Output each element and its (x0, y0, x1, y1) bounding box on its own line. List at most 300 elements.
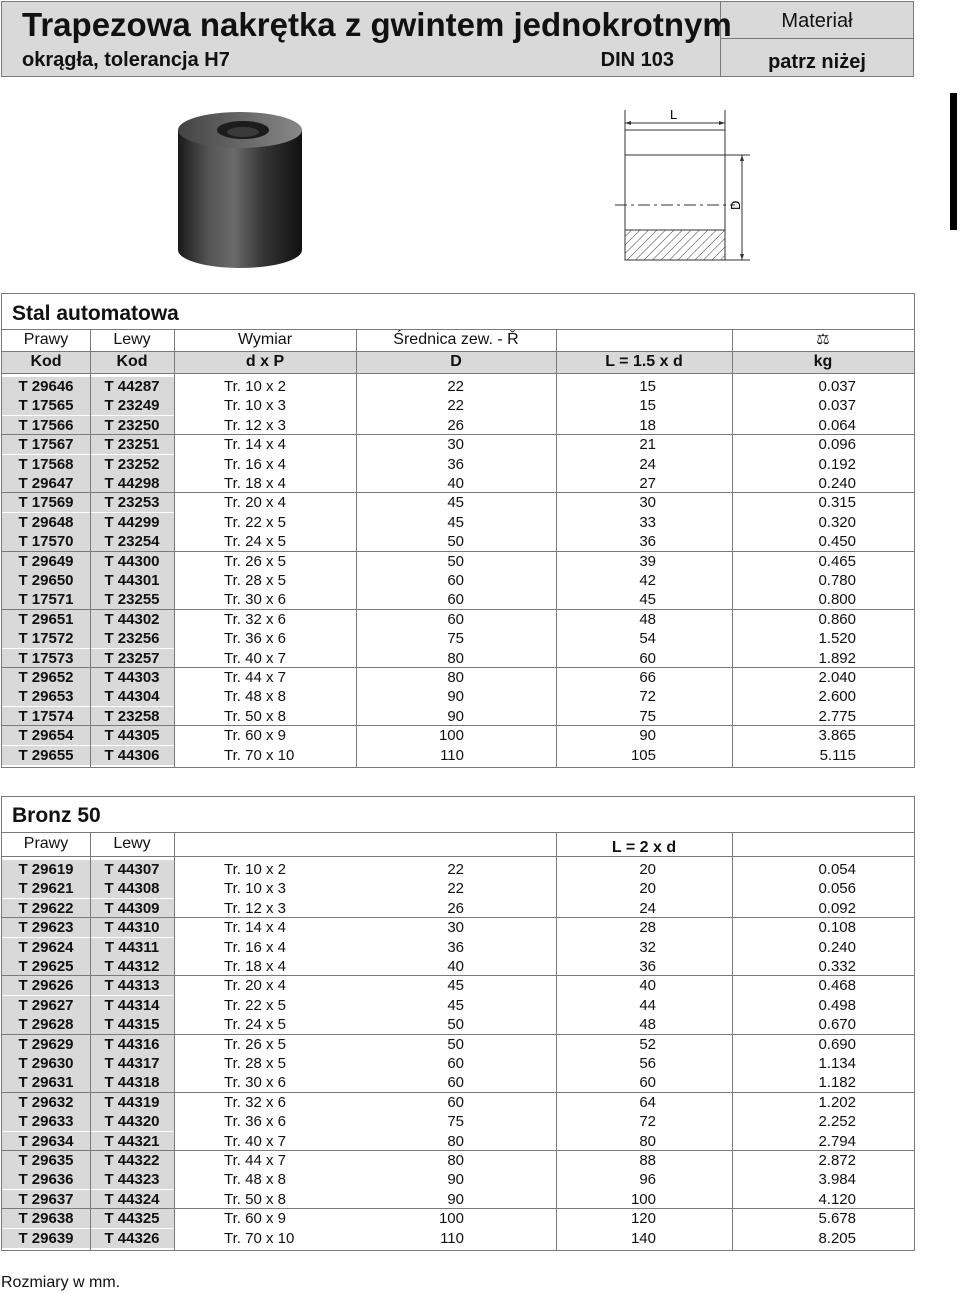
cell-outer-diameter: 40 (447, 958, 464, 975)
cell-dimension: Tr. 60 x 9 (224, 727, 286, 745)
cell-weight: 0.064 (818, 416, 856, 434)
cell-right-code: T 29631 (2, 1073, 90, 1092)
cell-dimension: Tr. 14 x 4 (224, 919, 286, 937)
cell-right-code: T 29622 (2, 899, 90, 918)
cell-outer-diameter: 100 (438, 1210, 464, 1228)
cell-right-code: T 29652 (2, 668, 90, 687)
cell-weight: 0.465 (818, 552, 856, 570)
dim-label-L: L (670, 107, 678, 122)
footer-note: Rozmiary w mm. (1, 1274, 121, 1291)
cell-weight: 0.450 (818, 533, 856, 551)
table-header-row (2, 832, 914, 856)
material-label: Materiał (721, 2, 913, 39)
cell-weight: 0.670 (818, 1016, 856, 1034)
cell-dimension: Tr. 48 x 8 (224, 688, 286, 706)
cell-left-code: T 44309 (90, 899, 174, 918)
cell-weight: 0.037 (818, 378, 856, 395)
cell-length: 24 (639, 455, 656, 473)
cell-outer-diameter: 90 (447, 688, 464, 706)
table-header-row (2, 329, 914, 351)
cell-outer-diameter: 40 (447, 475, 464, 492)
cell-weight: 5.115 (819, 746, 856, 764)
cell-left-code: T 44320 (90, 1112, 174, 1131)
cell-right-code: T 29655 (2, 746, 90, 765)
page-title: Trapezowa nakrętka z gwintem jednokrotnym (22, 6, 732, 43)
technical-drawing (600, 100, 760, 270)
cell-outer-diameter: 50 (447, 533, 464, 551)
cell-left-code: T 44310 (90, 918, 174, 937)
table-row (2, 649, 914, 668)
cell-left-code: T 23249 (90, 396, 174, 415)
cell-left-code: T 23250 (90, 416, 174, 435)
header-title-area (2, 2, 732, 76)
table-row (2, 996, 914, 1015)
column-rule (556, 832, 557, 1250)
cell-length: 66 (639, 669, 656, 686)
table-row (2, 1209, 914, 1228)
length-header: L = 2 x d (611, 839, 677, 856)
page-subtitle: okrągła, tolerancja H7 (22, 49, 230, 71)
cell-dimension: Tr. 22 x 5 (224, 513, 286, 531)
cell-outer-diameter: 60 (447, 1093, 464, 1111)
cell-dimension: Tr. 26 x 5 (224, 1035, 286, 1053)
cell-outer-diameter: 36 (447, 455, 464, 473)
cell-length: 105 (630, 746, 656, 764)
cell-length: 27 (639, 475, 656, 492)
cell-dimension: Tr. 12 x 3 (224, 899, 286, 917)
cell-outer-diameter: 50 (447, 552, 464, 570)
cell-left-code: T 44303 (90, 668, 174, 687)
table-rule (2, 856, 914, 857)
section-marker (950, 93, 957, 230)
table-row (2, 1112, 914, 1131)
cell-outer-diameter: 30 (447, 436, 464, 454)
column-rule (732, 329, 733, 767)
cell-left-code: Lewy (113, 835, 151, 852)
cell-left-code: T 44313 (90, 976, 174, 995)
cell-left-code: T 23256 (90, 629, 174, 648)
cell-length: 40 (639, 977, 656, 995)
cell-right-code: T 29648 (2, 513, 90, 532)
cell-weight: 0.108 (818, 919, 856, 937)
cell-weight: 1.134 (818, 1055, 856, 1072)
cell-left-code: T 44287 (90, 377, 174, 396)
cell-outer-diameter: 30 (447, 919, 464, 937)
table-row (2, 455, 914, 474)
cell-dimension: Tr. 32 x 6 (224, 610, 286, 628)
cell-length: 24 (639, 899, 656, 917)
cell-left-code: T 44323 (90, 1170, 174, 1189)
cell-length: 88 (639, 1152, 656, 1169)
cell-right-code: T 29653 (2, 687, 90, 706)
cell-dimension: Tr. 32 x 6 (224, 1093, 286, 1111)
cell-outer-diameter: 45 (447, 977, 464, 995)
cell-left-code: T 44304 (90, 687, 174, 706)
cell-length: 36 (639, 958, 656, 975)
cell-length: 64 (639, 1093, 656, 1111)
cell-length: 18 (639, 416, 656, 434)
cell-right-code: T 29636 (2, 1170, 90, 1189)
cell-dimension: Tr. 26 x 5 (224, 552, 286, 570)
cell-outer-diameter: 26 (447, 416, 464, 434)
table-row (2, 1093, 914, 1112)
cell-outer-diameter: 75 (447, 1113, 464, 1131)
cell-right-code: T 17572 (2, 629, 90, 648)
cell-weight: 2.775 (818, 707, 856, 725)
table-row (2, 1015, 914, 1034)
cell-left-code: T 44302 (90, 610, 174, 629)
column-rule (90, 329, 91, 767)
cell-left-code: T 44306 (90, 746, 174, 765)
cell-right-code: T 29637 (2, 1190, 90, 1209)
cell-dimension: Tr. 70 x 10 (224, 746, 295, 764)
table-row (2, 879, 914, 898)
cell-dimension: Tr. 50 x 8 (224, 1190, 286, 1208)
table-row (2, 668, 914, 687)
cell-left-code: T 44312 (90, 957, 174, 976)
table-row (2, 707, 914, 726)
cell-dimension: d x P (245, 353, 285, 370)
bronze-table-title: Bronz 50 (12, 804, 101, 827)
cell-dimension: Tr. 40 x 7 (224, 649, 286, 667)
cell-weight: 0.240 (818, 938, 856, 956)
cell-right-code: T 17567 (2, 435, 90, 454)
cell-outer-diameter: 22 (447, 397, 464, 415)
cell-outer-diameter: 80 (447, 669, 464, 686)
cell-right-code: T 17565 (2, 396, 90, 415)
table-row (2, 552, 914, 571)
scale-icon: ⚖ (816, 331, 830, 348)
bronze-table (1, 796, 915, 1251)
cell-weight: 2.040 (818, 669, 856, 686)
cell-weight: 0.468 (818, 977, 856, 995)
cell-outer-diameter: 60 (447, 591, 464, 609)
table-row (2, 474, 914, 493)
cell-length: 52 (639, 1035, 656, 1053)
cell-length: 48 (639, 610, 656, 628)
cell-dimension: Tr. 44 x 7 (224, 669, 286, 686)
cell-weight: 0.498 (818, 996, 856, 1014)
table-rule (2, 351, 914, 352)
cell-weight: 0.320 (818, 513, 856, 531)
cell-left-code: T 23252 (90, 455, 174, 474)
cell-right-code: T 29624 (2, 938, 90, 957)
cell-weight: 5.678 (818, 1210, 856, 1228)
cell-length: 96 (639, 1171, 656, 1189)
cell-length: 72 (639, 1113, 656, 1131)
cell-weight: 1.892 (818, 649, 856, 667)
table-rule (2, 832, 914, 833)
table-row (2, 957, 914, 976)
cell-weight: 1.182 (818, 1074, 856, 1092)
cell-outer-diameter: 100 (438, 727, 464, 745)
standard-label: DIN 103 (600, 49, 674, 71)
cell-dimension: Tr. 36 x 6 (224, 630, 286, 648)
table-row (2, 590, 914, 609)
table-row (2, 976, 914, 995)
cell-length: 20 (639, 861, 656, 878)
table-row (2, 746, 914, 765)
cell-length: 15 (639, 397, 656, 415)
cell-right-code: T 29639 (2, 1229, 90, 1248)
cell-weight: 1.202 (818, 1093, 856, 1111)
cell-dimension: Tr. 50 x 8 (224, 707, 286, 725)
cell-left-code: T 44325 (90, 1209, 174, 1228)
cell-dimension: Tr. 36 x 6 (224, 1113, 286, 1131)
cell-weight: 0.096 (818, 436, 856, 454)
cell-left-code: T 44324 (90, 1190, 174, 1209)
steel-table (1, 293, 915, 768)
cell-left-code: T 23255 (90, 590, 174, 609)
table-row (2, 571, 914, 590)
cell-weight: 0.315 (818, 494, 856, 512)
cell-left-code: T 44308 (90, 879, 174, 898)
cell-dimension: Tr. 28 x 5 (224, 572, 286, 589)
cell-outer-diameter: 80 (447, 1152, 464, 1169)
cell-outer-diameter: 22 (447, 880, 464, 898)
cell-right-code: Prawy (23, 331, 69, 348)
table-row (2, 377, 914, 396)
cell-length: 90 (639, 727, 656, 745)
cell-left-code: T 44321 (90, 1132, 174, 1151)
cell-right-code: T 29654 (2, 726, 90, 745)
table-row (2, 687, 914, 706)
cell-length: 20 (639, 880, 656, 898)
cell-length: 100 (630, 1190, 656, 1208)
cell-weight: 2.872 (818, 1152, 856, 1169)
table-row (2, 860, 914, 879)
cell-right-code: Kod (30, 353, 62, 370)
cell-length: 39 (639, 552, 656, 570)
cell-dimension: Wymiar (237, 331, 293, 348)
table-rule (2, 329, 914, 330)
table-row (2, 918, 914, 937)
cell-outer-diameter: 60 (447, 1074, 464, 1092)
cell-weight: 0.037 (818, 397, 856, 415)
cell-length: 72 (639, 688, 656, 706)
cell-right-code: T 17571 (2, 590, 90, 609)
cell-right-code: T 29634 (2, 1132, 90, 1151)
cell-weight: 0.056 (818, 880, 856, 898)
cell-dimension: Tr. 16 x 4 (224, 455, 286, 473)
cell-length: 42 (639, 572, 656, 589)
steel-table-title: Stal automatowa (12, 302, 179, 325)
cell-dimension: Tr. 16 x 4 (224, 938, 286, 956)
cell-length: L = 1.5 x d (605, 353, 683, 370)
cell-left-code: Kod (116, 353, 148, 370)
cell-length: 44 (639, 996, 656, 1014)
cell-outer-diameter: 45 (447, 513, 464, 531)
cell-weight: 0.092 (818, 899, 856, 917)
dim-label-D: D (728, 200, 743, 210)
cell-left-code: T 44311 (90, 938, 174, 957)
cell-outer-diameter: 90 (447, 1171, 464, 1189)
cell-outer-diameter: 45 (447, 996, 464, 1014)
cell-right-code: T 29633 (2, 1112, 90, 1131)
cell-dimension: Tr. 44 x 7 (224, 1152, 286, 1169)
cell-outer-diameter: 26 (447, 899, 464, 917)
cell-weight: 0.054 (818, 861, 856, 878)
cell-weight: 4.120 (818, 1190, 856, 1208)
table-row (2, 1073, 914, 1092)
table-row (2, 493, 914, 512)
cell-left-code: T 44314 (90, 996, 174, 1015)
cell-right-code: T 29651 (2, 610, 90, 629)
cell-weight: 0.240 (818, 475, 856, 492)
cell-outer-diameter: 60 (447, 610, 464, 628)
table-row (2, 435, 914, 454)
cell-length: 45 (639, 591, 656, 609)
cell-left-code: T 23258 (90, 707, 174, 726)
table-row (2, 1054, 914, 1073)
cell-left-code: T 23251 (90, 435, 174, 454)
cell-weight: 0.690 (818, 1035, 856, 1053)
cell-left-code: T 44318 (90, 1073, 174, 1092)
cell-outer-diameter: 36 (447, 938, 464, 956)
table-row (2, 610, 914, 629)
cell-dimension: Tr. 28 x 5 (224, 1055, 286, 1072)
cell-length: 21 (639, 436, 656, 454)
cell-weight: 0.800 (818, 591, 856, 609)
cell-length: 56 (639, 1055, 656, 1072)
cell-outer-diameter: 45 (447, 494, 464, 512)
cell-dimension: Tr. 22 x 5 (224, 996, 286, 1014)
cell-right-code: T 17574 (2, 707, 90, 726)
table-row (2, 1190, 914, 1209)
cell-length: 36 (639, 533, 656, 551)
cell-left-code: T 44299 (90, 513, 174, 532)
cell-dimension: Tr. 10 x 3 (224, 397, 286, 415)
cell-right-code: T 29625 (2, 957, 90, 976)
cell-right-code: T 29627 (2, 996, 90, 1015)
cell-right-code: T 29635 (2, 1151, 90, 1170)
cell-weight: 2.600 (818, 688, 856, 706)
cell-weight: 3.865 (818, 727, 856, 745)
cell-dimension: Tr. 24 x 5 (224, 1016, 286, 1034)
table-row (2, 938, 914, 957)
cell-length: 15 (639, 378, 656, 395)
cell-weight: 0.192 (818, 455, 856, 473)
cell-right-code: T 29630 (2, 1054, 90, 1073)
cell-weight: 0.332 (818, 958, 856, 975)
cell-left-code: T 44316 (90, 1035, 174, 1054)
cell-right-code: T 17569 (2, 493, 90, 512)
cell-outer-diameter: 110 (440, 746, 464, 764)
table-row (2, 629, 914, 648)
cell-left-code: T 44315 (90, 1015, 174, 1034)
cell-weight: 1.520 (818, 630, 856, 648)
table-row (2, 1132, 914, 1151)
cell-length: 80 (639, 1132, 656, 1150)
cell-weight: 0.780 (818, 572, 856, 589)
cell-dimension: Tr. 12 x 3 (224, 416, 286, 434)
cell-length: 60 (639, 1074, 656, 1092)
cell-right-code: T 29647 (2, 474, 90, 493)
cell-dimension: Tr. 20 x 4 (224, 494, 286, 512)
cell-dimension: Tr. 10 x 2 (224, 861, 286, 878)
column-rule (174, 329, 175, 767)
table-row (2, 416, 914, 435)
cell-right-code: T 29626 (2, 976, 90, 995)
cell-dimension: Tr. 10 x 3 (224, 880, 286, 898)
cell-weight: kg (813, 353, 833, 370)
header-box (1, 1, 914, 77)
cell-outer-diameter: 90 (447, 707, 464, 725)
cell-right-code: T 29623 (2, 918, 90, 937)
cell-length: 140 (630, 1229, 656, 1247)
cell-length: 75 (639, 707, 656, 725)
cell-outer-diameter: Średnica zew. - Ř (393, 331, 519, 348)
table-row (2, 1035, 914, 1054)
cell-left-code: T 44317 (90, 1054, 174, 1073)
cell-dimension: Tr. 18 x 4 (224, 958, 286, 975)
cell-right-code: T 17570 (2, 532, 90, 551)
cell-outer-diameter: 80 (447, 649, 464, 667)
cell-right-code: T 29649 (2, 552, 90, 571)
cell-dimension: Tr. 14 x 4 (224, 436, 286, 454)
cell-outer-diameter: 80 (447, 1132, 464, 1150)
cell-right-code: T 29632 (2, 1093, 90, 1112)
cell-length: 120 (630, 1210, 656, 1228)
column-rule (732, 832, 733, 1250)
cell-right-code: T 29621 (2, 879, 90, 898)
cell-dimension: Tr. 30 x 6 (224, 591, 286, 609)
table-subheader-row (2, 351, 914, 373)
cell-weight: 0.860 (818, 610, 856, 628)
cell-outer-diameter: 75 (447, 630, 464, 648)
cell-length: 28 (639, 919, 656, 937)
column-rule (90, 832, 91, 1250)
cell-right-code: T 17566 (2, 416, 90, 435)
cell-right-code: T 17573 (2, 649, 90, 668)
table-row (2, 532, 914, 551)
cell-outer-diameter: 60 (447, 572, 464, 589)
cell-left-code: T 44319 (90, 1093, 174, 1112)
cell-dimension: Tr. 48 x 8 (224, 1171, 286, 1189)
cell-right-code: T 29619 (2, 860, 90, 879)
cell-right-code: T 29646 (2, 377, 90, 396)
cell-dimension: Tr. 20 x 4 (224, 977, 286, 995)
cell-length: 48 (639, 1016, 656, 1034)
cell-left-code: T 23257 (90, 649, 174, 668)
cell-dimension: Tr. 30 x 6 (224, 1074, 286, 1092)
cell-outer-diameter: 50 (447, 1035, 464, 1053)
table-row (2, 396, 914, 415)
cell-length: 30 (639, 494, 656, 512)
cell-left-code: T 23254 (90, 532, 174, 551)
cell-length: 54 (639, 630, 656, 648)
cell-outer-diameter: 90 (447, 1190, 464, 1208)
nut-photo (175, 110, 305, 270)
cell-right-code: T 17568 (2, 455, 90, 474)
table-row (2, 726, 914, 745)
cell-outer-diameter: 22 (447, 861, 464, 878)
column-rule (556, 329, 557, 767)
cell-left-code: T 23253 (90, 493, 174, 512)
cell-left-code: T 44326 (90, 1229, 174, 1248)
table-row (2, 513, 914, 532)
cell-length: 32 (639, 938, 656, 956)
column-rule (356, 329, 357, 767)
cell-left-code: T 44298 (90, 474, 174, 493)
cell-length: 60 (639, 649, 656, 667)
cell-left-code: T 44305 (90, 726, 174, 745)
cell-length: 33 (639, 513, 656, 531)
cell-dimension: Tr. 10 x 2 (224, 378, 286, 395)
cell-outer-diameter: 60 (447, 1055, 464, 1072)
table-rule (2, 373, 914, 374)
cell-right-code: T 29650 (2, 571, 90, 590)
